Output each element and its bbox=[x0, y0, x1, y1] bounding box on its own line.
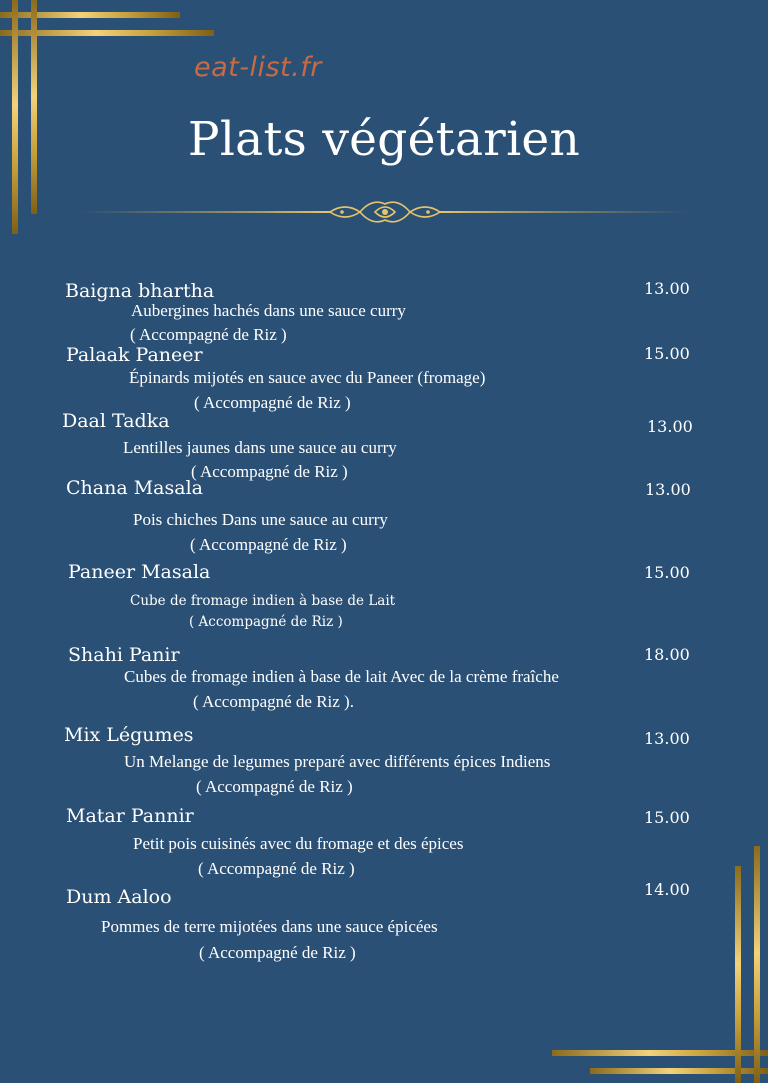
item-name: Baigna bhartha bbox=[65, 280, 215, 302]
item-name: Chana Masala bbox=[66, 477, 203, 499]
item-price: 14.00 bbox=[644, 880, 690, 899]
item-name: Dum Aaloo bbox=[66, 886, 172, 908]
item-price: 15.00 bbox=[644, 563, 690, 582]
item-price: 15.00 bbox=[644, 344, 690, 363]
item-description: Pommes de terre mijotées dans une sauce épicées bbox=[101, 917, 438, 936]
item-price: 13.00 bbox=[647, 417, 693, 436]
item-price: 13.00 bbox=[644, 279, 690, 298]
item-description: Cube de fromage indien à base de Lait bbox=[130, 593, 396, 609]
item-description: Aubergines hachés dans une sauce curry bbox=[131, 301, 406, 320]
item-price: 15.00 bbox=[644, 808, 690, 827]
item-accompaniment: ( Accompagné de Riz ) bbox=[196, 777, 353, 796]
item-name: Daal Tadka bbox=[62, 410, 170, 432]
item-name: Shahi Panir bbox=[68, 644, 180, 666]
item-accompaniment: ( Accompagné de Riz ) bbox=[199, 943, 356, 962]
item-accompaniment: ( Accompagné de Riz ) bbox=[189, 614, 343, 630]
item-price: 13.00 bbox=[645, 480, 691, 499]
item-description: Épinards mijotés en sauce avec du Paneer (fromage) bbox=[129, 368, 486, 387]
item-description: Cubes de fromage indien à base de lait Avec de la crème fraîche bbox=[124, 667, 559, 686]
page-title: Plats végétarien bbox=[187, 112, 581, 167]
item-accompaniment: ( Accompagné de Riz ) bbox=[190, 535, 347, 554]
item-accompaniment: ( Accompagné de Riz ). bbox=[193, 692, 354, 711]
item-accompaniment: ( Accompagné de Riz ) bbox=[198, 859, 355, 878]
item-name: Palaak Paneer bbox=[66, 344, 203, 366]
item-accompaniment: ( Accompagné de Riz ) bbox=[130, 325, 287, 344]
item-name: Paneer Masala bbox=[68, 561, 211, 583]
item-price: 13.00 bbox=[644, 729, 690, 748]
item-name: Matar Pannir bbox=[66, 805, 194, 827]
item-name: Mix Légumes bbox=[64, 724, 194, 746]
item-description: Pois chiches Dans une sauce au curry bbox=[133, 510, 388, 529]
item-description: Petit pois cuisinés avec du fromage et des épices bbox=[133, 834, 464, 853]
item-description: Un Melange de legumes preparé avec différents épices Indiens bbox=[124, 752, 551, 771]
item-description: Lentilles jaunes dans une sauce au curry bbox=[123, 438, 397, 457]
watermark: eat-list.fr bbox=[194, 52, 322, 83]
item-accompaniment: ( Accompagné de Riz ) bbox=[191, 462, 348, 481]
item-accompaniment: ( Accompagné de Riz ) bbox=[194, 393, 351, 412]
ornament-divider bbox=[80, 196, 690, 226]
item-price: 18.00 bbox=[644, 645, 690, 664]
